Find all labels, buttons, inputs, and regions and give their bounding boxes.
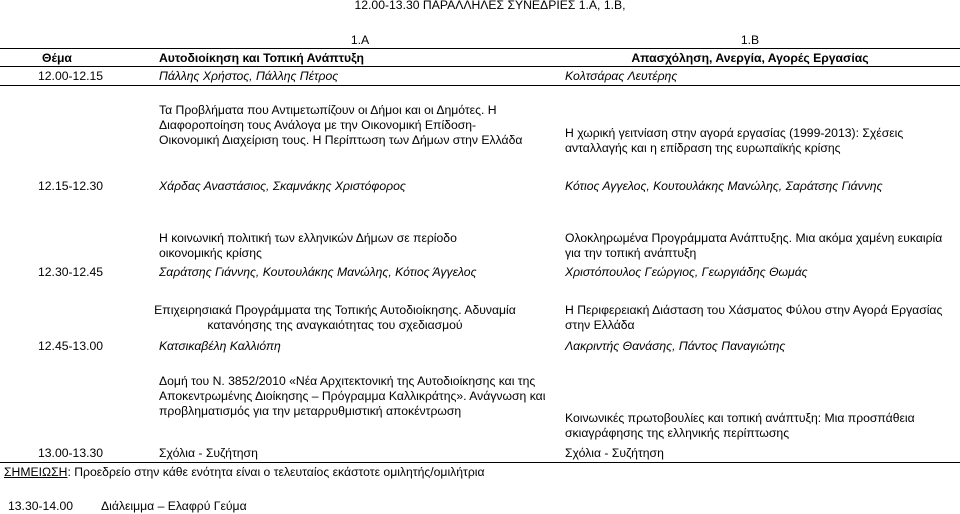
session-1-title-a: Τα Προβλήματα που Αντιμετωπίζουν οι Δήμοι και οι Δημότες. Η Διαφοροποίηση τους Ανάλογα με την Οικονομική Επίδοση-Οικονομική Διαχείριση τους. Η Περίπτωση των Δήμων στην Ελλάδα (159, 103, 523, 147)
note-text: : Προεδρείο στην κάθε ενότητα είναι ο τελευταίος εκάστοτε ομιλητής/ομιλήτρια (67, 465, 485, 479)
session-3-authors-a: Κατσικαβέλη Καλλιόπη (159, 339, 281, 353)
session-2-title-b: Ολοκληρωμένα Προγράμματα Ανάπτυξης. Μια ακόμα χαμένη ευκαιρία για την τοπική ανάπτυξη (565, 231, 943, 260)
session-2-time: 12.30-12.45 (38, 265, 104, 279)
intro-speakers-a: Πάλλης Χρήστος, Πάλλης Πέτρος (159, 69, 339, 83)
discussion-time: 13.00-13.30 (38, 446, 104, 460)
session-3-authors-b: Λακριντής Θανάσης, Πάντος Παναγιώτης (565, 339, 786, 353)
session-1-time: 12.15-12.30 (38, 179, 104, 193)
column-b-code: 1.Β (740, 33, 760, 47)
session-2-title-a: Η κοινωνική πολιτική των ελληνικών Δήμων σε περίοδο οικονομικής κρίσης (159, 231, 457, 260)
intro-speakers-b: Κολτσάρας Λευτέρης (565, 69, 678, 83)
session-2-authors-b: Χριστόπουλος Γεώργιος, Γεωργιάδης Θωμάς (565, 265, 808, 279)
intro-time: 12.00-12.15 (38, 69, 104, 83)
discussion-title-b: Κοινωνικές πρωτοβουλίες και τοπική ανάπτυξη: Μια προσπάθεια σκιαγράφησης της ελληνικής περίπτωσης (565, 411, 915, 440)
break-time: 13.30-14.00 (8, 499, 74, 513)
header-divider (0, 48, 960, 49)
session-3-time: 12.45-13.00 (38, 339, 104, 353)
session-2-authors-a: Σαράτσης Γιάννης, Κουτουλάκης Μανώλης, Κότιος Άγγελος (159, 265, 477, 279)
break-text: Διάλειμμα – Ελαφρύ Γεύμα (101, 499, 247, 513)
session-1-authors-a: Χάρδας Αναστάσιος, Σκαμνάκης Χριστόφορος (159, 179, 406, 193)
column-a-code: 1.Α (350, 33, 370, 47)
session-1-authors-b: Κότιος Αγγελος, Κουτουλάκης Μανώλης, Σαράτσης Γιάννης (565, 179, 883, 193)
session-3-title-b: Η Περιφερειακή Διάσταση του Χάσματος Φύλου στην Αγορά Εργασίας στην Ελλάδα (565, 303, 943, 332)
note (4, 465, 485, 480)
discussion-title-a: Δομή του Ν. 3852/2010 «Νέα Αρχιτεκτονική της Αυτοδιοίκησης και της Αποκεντρωμένης Διοίκησης ‒ Πρόγραμμα Καλλικράτης». Ανάγνωση και προβληματισμός για την μεταρρυθμιστική αποκέντρωση (159, 374, 546, 418)
theme-b: Απασχόληση, Ανεργία, Αγορές Εργασίας (631, 51, 869, 65)
session-3-title-a: Επιχειρησιακά Προγράμματα της Τοπικής Αυτοδιοίκησης. Αδυναμία κατανόησης της αναγκαιότητας του σχεδιασμού (154, 303, 516, 332)
theme-divider (0, 66, 960, 67)
note-label: ΣΗΜΕΙΩΣΗ (4, 465, 68, 479)
page-title: 12.00-13.30 ΠΑΡΑΛΛΗΛΕΣ ΣΥΝΕΔΡΙΕΣ 1.Α, 1.Β, (354, 0, 626, 12)
theme-a: Αυτοδιοίκηση και Τοπική Ανάπτυξη (159, 51, 365, 65)
discussion-b: Σχόλια - Συζήτηση (565, 446, 664, 460)
discussion-a: Σχόλια - Συζήτηση (159, 446, 258, 460)
theme-label: Θέμα (42, 51, 72, 65)
discussion-divider (0, 462, 960, 463)
session-1-title-b: Η χωρική γειτνίαση στην αγορά εργασίας (1999-2013): Σχέσεις ανταλλαγής και η επίδραση της ευρωπαϊκής κρίσης (565, 126, 904, 155)
intro-divider (0, 85, 960, 86)
